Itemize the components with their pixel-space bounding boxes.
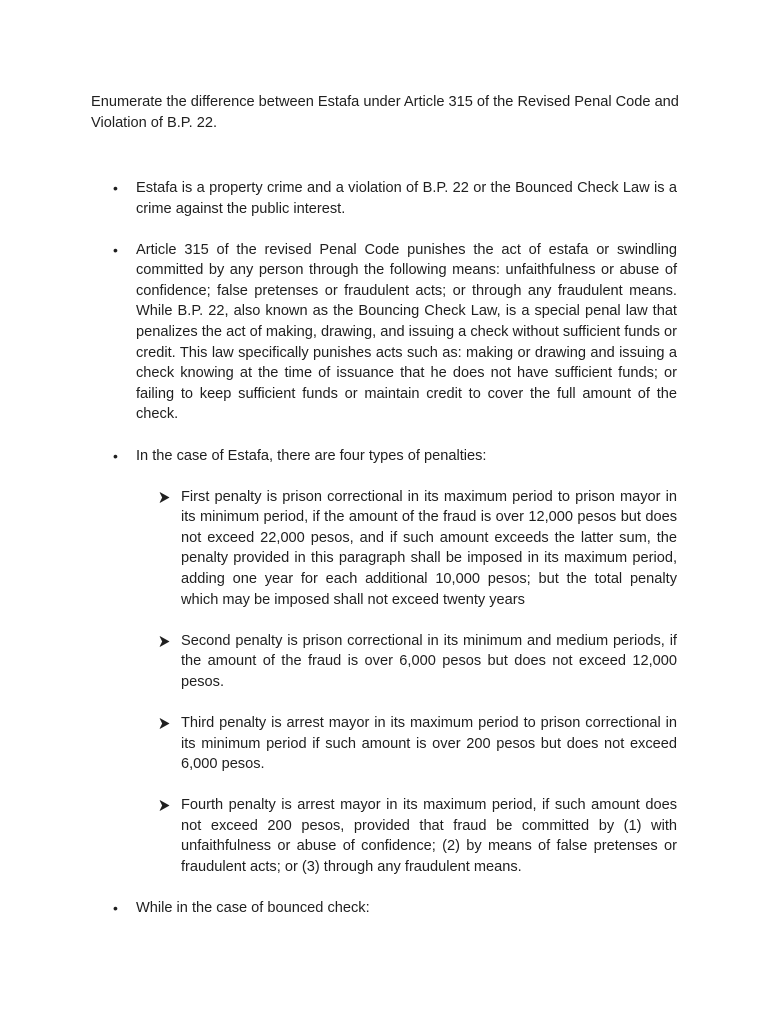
penalty-text: Second penalty is prison correctional in its minimum and medium periods, if the amount of the fraud is over 6,000 pesos but does not exceed 12,000 pesos. [181, 632, 677, 690]
bullet-item-3 [0, 446, 768, 878]
bullet-item-2 [0, 240, 768, 425]
bullet-item-4 [0, 898, 768, 919]
penalty-text: Third penalty is arrest mayor in its maximum period to prison correctional in its minimum period if such amount is over 200 pesos but does not exceed 6,000 pesos. [181, 714, 677, 773]
question-text: Enumerate the difference between Estafa under Article 315 of the Revised Penal Code and Violation of B.P. 22. [91, 94, 679, 131]
penalty-item-2 [181, 631, 677, 693]
bullet-text: Article 315 of the revised Penal Code punishes the act of estafa or swindling committed by any person through the following means: unfaithfulness or abuse of confidence; false pretenses or fraudulent acts; or through any fraudulent means. While B.P. 22, also known as the Bouncing Check Law, is a special penal law that penalizes the act of making, drawing, and issuing a check without sufficient funds or credit. This law specifically punishes acts such as: making or drawing and issuing a check knowing at the time of issuance that he does not have sufficient funds; or failing to keep sufficient funds or maintain credit to cover the full amount of the check. [136, 241, 677, 423]
penalty-sub-list [136, 487, 677, 878]
penalty-item-1 [181, 487, 677, 611]
bullet-text: In the case of Estafa, there are four types of penalties: [136, 447, 487, 464]
bullet-item-1 [0, 178, 768, 219]
penalty-text: First penalty is prison correctional in its maximum period to prison mayor in its minimum period, if the amount of the fraud is over 12,000 pesos but does not exceed 22,000 pesos, and if such amount exceeds the latter sum, the penalty provided in this paragraph shall be imposed in its maximum period, adding one year for each additional 10,000 pesos; but the total penalty which may be imposed shall not exceed twenty years [181, 488, 677, 608]
main-bullet-list [0, 178, 768, 939]
penalty-item-3 [181, 713, 677, 775]
arrowhead-icon [159, 487, 171, 508]
bullet-dot-icon: • [113, 241, 118, 258]
bullet-dot-icon: • [113, 447, 118, 464]
bullet-dot-icon: • [113, 180, 118, 196]
penalty-item-4 [181, 795, 677, 877]
penalty-text: Fourth penalty is arrest mayor in its maximum period, if such amount does not exceed 200 pesos, provided that fraud be committed by (1) with unfaithfulness or abuse of confidence; (2) by means of false pretenses or fraudulent acts; or (3) through any fraudulent means. [181, 797, 677, 876]
bullet-dot-icon: • [113, 900, 118, 917]
arrowhead-icon [159, 713, 171, 734]
arrowhead-icon [159, 795, 171, 816]
arrowhead-icon [159, 631, 171, 652]
bullet-text: While in the case of bounced check: [136, 900, 370, 917]
bullet-text: Estafa is a property crime and a violation of B.P. 22 or the Bounced Check Law is a crime against the public interest. [136, 180, 677, 217]
